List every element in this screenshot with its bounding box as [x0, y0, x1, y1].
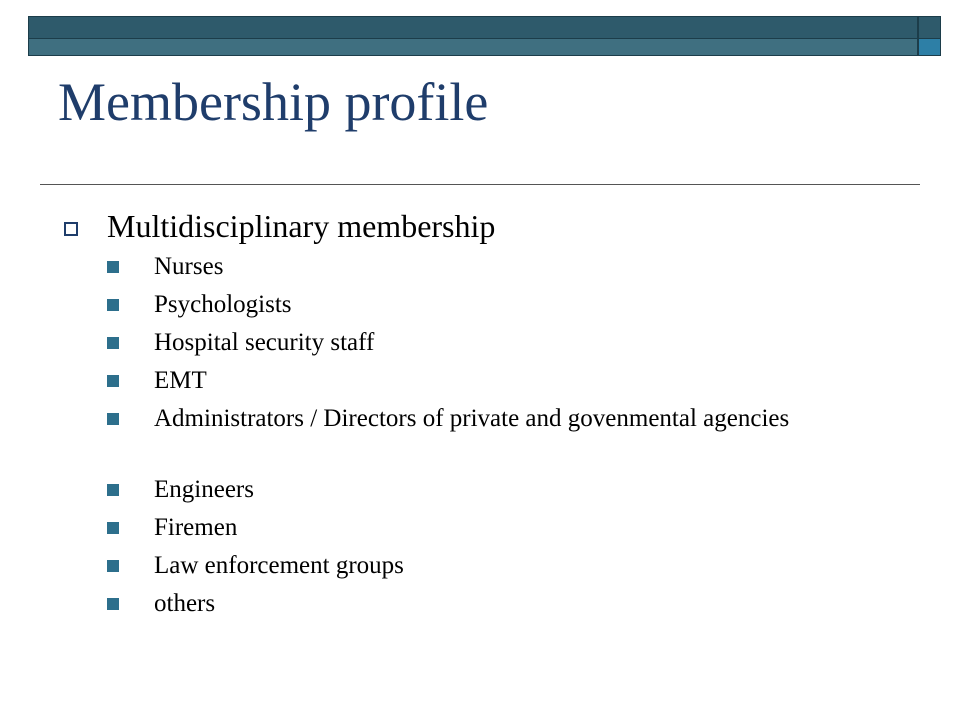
header-bar-dark	[28, 16, 918, 39]
header-bar-light	[28, 39, 918, 56]
corner-square-dark	[918, 16, 941, 39]
list-item-label: Psychologists	[154, 291, 292, 318]
list-item-label: Nurses	[154, 253, 224, 280]
list-item-label: others	[154, 590, 216, 617]
corner-square-light	[918, 39, 941, 56]
square-bullet-icon	[107, 375, 119, 387]
main-bullet-text: Multidisciplinary membership	[107, 208, 496, 244]
list-item	[107, 329, 867, 357]
slide-title: Membership profile	[58, 72, 489, 132]
square-bullet-icon	[107, 299, 119, 311]
list-item-label: Firemen	[154, 514, 238, 541]
square-bullet-icon	[107, 261, 119, 273]
list-item	[107, 552, 867, 580]
list-item	[107, 476, 867, 504]
list-item-label: EMT	[154, 367, 207, 394]
square-bullet-icon	[107, 337, 119, 349]
square-bullet-icon	[107, 413, 119, 425]
list-item	[107, 405, 867, 433]
list-item	[107, 514, 867, 542]
square-bullet-icon	[107, 522, 119, 534]
list-item	[107, 590, 867, 618]
square-bullet-icon	[107, 560, 119, 572]
list-item	[107, 291, 867, 319]
list-item-label: Hospital security staff	[154, 329, 375, 356]
square-bullet-icon	[107, 598, 119, 610]
list-item-label: Engineers	[154, 476, 254, 503]
hollow-square-bullet-icon	[64, 222, 78, 236]
list-item-label: Administrators / Directors of private and govenmental agencies	[154, 405, 790, 432]
square-bullet-icon	[107, 484, 119, 496]
list-item	[107, 367, 867, 395]
title-divider	[40, 184, 920, 185]
list-item-label: Law enforcement groups	[154, 552, 404, 579]
list-item	[107, 253, 867, 281]
